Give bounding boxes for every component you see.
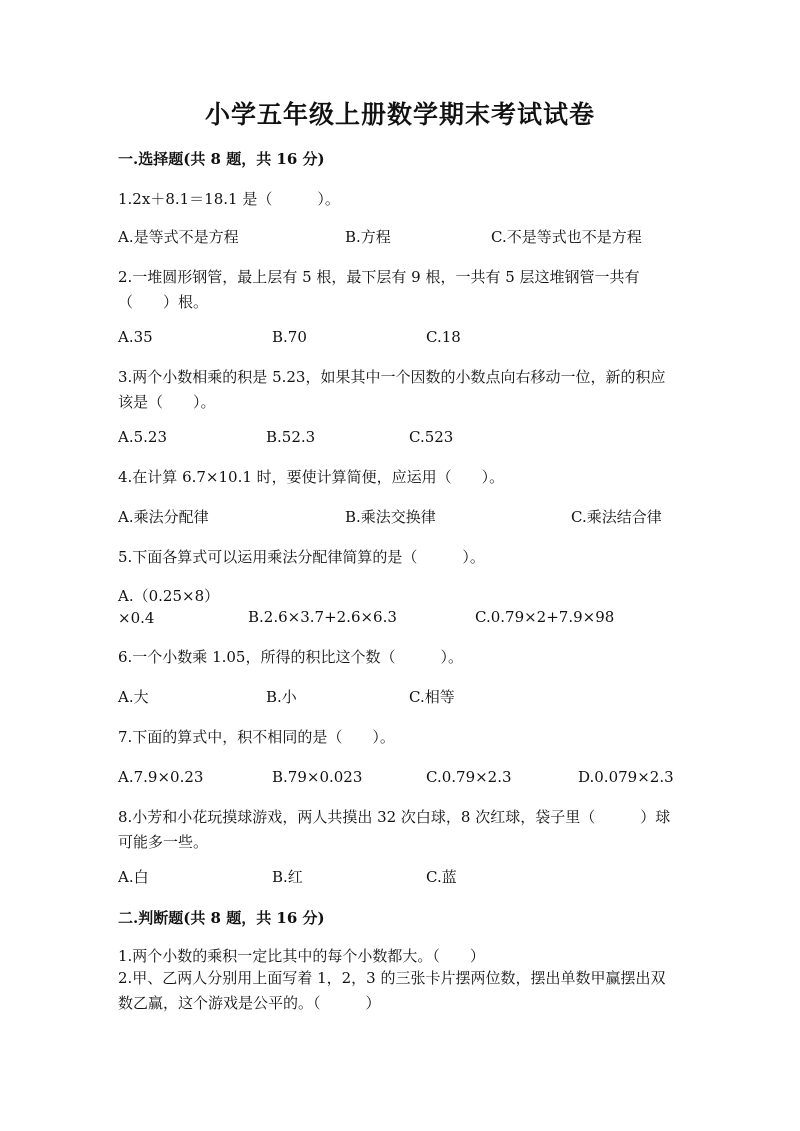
question-1-option-c: C.不是等式也不是方程 bbox=[491, 228, 642, 246]
section-2-heading: 二.判断题(共 8 题，共 16 分) bbox=[118, 909, 325, 927]
question-6-option-b: B.小 bbox=[266, 688, 297, 706]
question-4-option-b: B.乘法交换律 bbox=[345, 508, 436, 526]
question-8-option-c: C.蓝 bbox=[426, 868, 457, 886]
question-6-option-a: A.大 bbox=[118, 688, 149, 706]
question-5: 5.下面各算式可以运用乘法分配律简算的是（ ）。 bbox=[118, 548, 485, 566]
question-5-option-b: B.2.6×3.7+2.6×6.3 bbox=[248, 608, 397, 626]
question-2-option-c: C.18 bbox=[426, 328, 461, 346]
question-1-option-b: B.方程 bbox=[345, 228, 391, 246]
question-6: 6.一个小数乘 1.05，所得的积比这个数（ ）。 bbox=[118, 648, 463, 666]
question-7-option-b: B.79×0.023 bbox=[272, 768, 363, 786]
question-8-option-a: A.白 bbox=[118, 868, 149, 886]
question-2-option-b: B.70 bbox=[272, 328, 307, 346]
question-7-option-d: D.0.079×2.3 bbox=[578, 768, 674, 786]
question-1: 1.2x＋8.1＝18.1 是（ ）。 bbox=[118, 190, 340, 208]
page-title: 小学五年级上册数学期末考试试卷 bbox=[204, 100, 595, 129]
question-4-option-a: A.乘法分配律 bbox=[118, 508, 209, 526]
question-8-option-b: B.红 bbox=[272, 868, 303, 886]
question-7-option-c: C.0.79×2.3 bbox=[426, 768, 512, 786]
question-1-option-a: A.是等式不是方程 bbox=[118, 228, 239, 246]
question-2: 2.一堆圆形钢管，最上层有 5 根，最下层有 9 根，一共有 5 层这堆钢管一共有（ ）根。 bbox=[118, 268, 640, 311]
judgment-question-2: 2.甲、乙两人分别用上面写着 1，2，3 的三张卡片摆两位数，摆出单数甲赢摆出双数乙赢，这个游戏是公平的。（ ） bbox=[118, 969, 666, 1012]
question-6-option-c: C.相等 bbox=[409, 688, 455, 706]
question-7-option-a: A.7.9×0.23 bbox=[118, 768, 204, 786]
section-1-heading: 一.选择题(共 8 题，共 16 分) bbox=[118, 150, 325, 168]
question-5-option-c: C.0.79×2+7.9×98 bbox=[475, 608, 615, 626]
question-3-option-a: A.5.23 bbox=[118, 428, 167, 446]
question-4: 4.在计算 6.7×10.1 时，要使计算简便，应运用（ ）。 bbox=[118, 468, 505, 486]
question-5-option-a: A.（0.25×8）×0.4 bbox=[118, 587, 220, 627]
question-8: 8.小芳和小花玩摸球游戏，两人共摸出 32 次白球，8 次红球，袋子里（ ）球可能多一些。 bbox=[118, 808, 671, 851]
question-2-option-a: A.35 bbox=[118, 328, 153, 346]
question-4-option-c: C.乘法结合律 bbox=[571, 508, 662, 526]
question-7: 7.下面的算式中，积不相同的是（ ）。 bbox=[118, 728, 395, 746]
question-3-option-b: B.52.3 bbox=[266, 428, 316, 446]
question-3: 3.两个小数相乘的积是 5.23，如果其中一个因数的小数点向右移动一位，新的积应该是（ ）。 bbox=[118, 368, 666, 411]
judgment-question-1: 1.两个小数的乘积一定比其中的每个小数都大。（ ） bbox=[118, 947, 485, 965]
question-3-option-c: C.523 bbox=[409, 428, 454, 446]
